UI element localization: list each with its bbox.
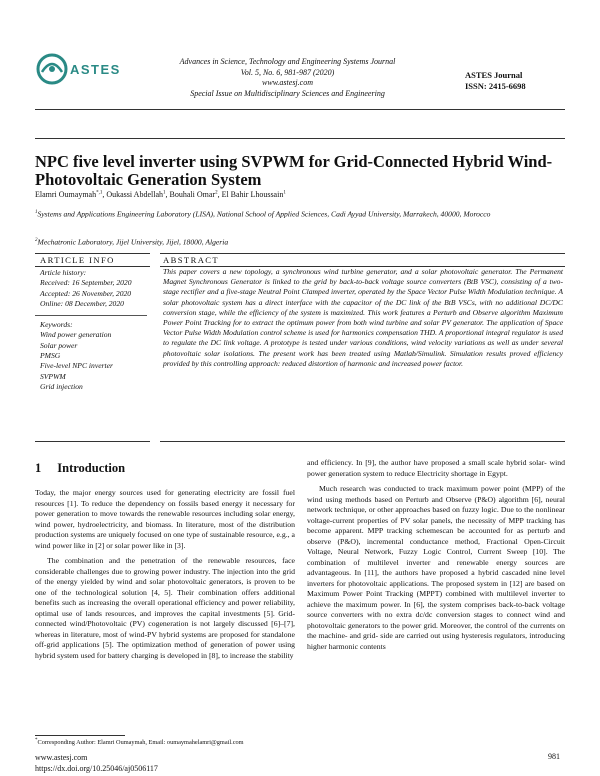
received-date: Received: 16 September, 2020 bbox=[40, 278, 132, 288]
footer-doi[interactable]: https://dx.doi.org/10.25046/aj0506117 bbox=[35, 764, 158, 773]
affiliation-2: $^2$Mechatronic Laboratory, Jijel University, Jijel, 18000, Algeria bbox=[35, 237, 229, 247]
keyword: Wind power generation bbox=[40, 330, 112, 340]
article-info bbox=[40, 268, 160, 392]
astes-logo-icon bbox=[35, 52, 69, 86]
keywords-divider bbox=[35, 315, 147, 316]
special-issue: Special Issue on Multidisciplinary Sciences and Engineering bbox=[190, 88, 385, 98]
footer-website[interactable]: www.astesj.com bbox=[35, 753, 88, 762]
journal-issn: ISSN: 2415-6698 bbox=[465, 81, 526, 91]
journal-website[interactable]: www.astesj.com bbox=[262, 78, 313, 87]
paragraph: The combination and the penetration of the renewable resources, face considerable challenges due to growing power industry. The injection into the grid of the energy yielded by wind and solar photovoltaic generators, is proven to be one of the technological solution [4, 5]. Their combination offers additional benefits such as increasing the overall operational efficiency and power reliability, optimal use of lands resources, and improves the capital investments [5]. Grid-connected wind/Photovoltaic (PV) cogeneration is not largely discussed [6]–[7], whereas in literature, most of wind-PV hybrid systems are proposed for standalone off-grid applications [5]. The optimization method of generation of power using hybrid system used for battery charging is developed in [8], to increase the stability bbox=[35, 556, 295, 660]
article-info-heading: ARTICLE INFO bbox=[40, 255, 115, 265]
corresponding-author-footnote: *Corresponding Author: Elamri Oumaymah, Email: oumaymahelamri@gmail.com bbox=[35, 738, 244, 747]
keyword: Solar power bbox=[40, 340, 78, 350]
keyword: SVPWM bbox=[40, 371, 66, 381]
keywords-label: Keywords: bbox=[40, 320, 73, 330]
keyword: Grid injection bbox=[40, 381, 83, 391]
footnote-rule bbox=[35, 735, 125, 736]
keyword: PMSG bbox=[40, 351, 61, 361]
journal-name: ASTES Journal bbox=[465, 70, 523, 80]
journal-info bbox=[150, 57, 425, 99]
abstract-rule-bottom bbox=[160, 441, 565, 442]
abstract-rule-top bbox=[160, 253, 565, 254]
journal-volume: Vol. 5, No. 6, 981-987 (2020) bbox=[240, 67, 335, 77]
section-title: Introduction bbox=[57, 461, 126, 475]
affiliation-1: $^1$Systems and Applications Engineering Laboratory (LISA), National School of Applied Sciences, Cadi Ayyad University, Marrakech, 40000, Morocco bbox=[35, 209, 491, 219]
header-rule-top bbox=[35, 109, 565, 110]
info-rule-mid bbox=[35, 266, 150, 267]
online-date: Online: 08 December, 2020 bbox=[40, 298, 124, 308]
paragraph: Today, the major energy sources used for generating electricity are fossil fuel resources [1]. To reduce the dependency on fossils based energy it necessary for power generation to move towards the renewable resources including solar energy, wind power, hydroelectricity, and biomass. In literature, most of the distribution production systems are uniquely focused on one type of sustainable resource, e.g., a wind power like in [2] or solar power like in [3]. bbox=[35, 488, 295, 550]
journal-title: Advances in Science, Technology and Engineering Systems Journal bbox=[179, 57, 396, 66]
page-footer bbox=[35, 752, 158, 774]
section-number: 1 bbox=[35, 461, 42, 475]
info-rule-top bbox=[35, 253, 150, 254]
header-rule-bottom bbox=[35, 138, 565, 139]
paragraph: and efficiency. In [9], the author have proposed a small scale hybrid solar- wind power generation system to reduce Electricity shortage in Egypt. bbox=[307, 458, 565, 478]
paragraph: Much research was conducted to track maximum power point (MPP) of the wind using methods based on Perturb and Observe (P&O) algorithm [6], neural network technique, or other approaches based on fuzzy logic. Due to the nonlinear voltage-current properties of PV solar panels, the necessity of MPP tracking has become apparent. MPP tracking schemescan be accounted for as perturb and observe (P&O), incremental conductance method, Fractional Open-Circuit Voltage, Neural Network, Fuzzy Logic Control, Current Sweep [10]. The combination of multilevel inverter and renewable energy sources are advantageous. In [11], the authors have proposed a hybrid cascaded nine level inverters for photovoltaic applications. The proposed system in [12] are based on Maximum Power Point Tracking (MPPT) combined with multilevel inverter to achieve the maximum power. In [6], the system comprises back-to-back voltage source converters with no extra dc/dc conversion stages to connect wind and photovoltaic generators to the power grid. Moreover, the control of the currents on the machine- and grid- side are carried out using hysteresis regulators, introducing higher harmonic contents bbox=[307, 484, 565, 651]
abstract-heading: ABSTRACT bbox=[163, 255, 220, 265]
author-list: Elamri Oumaymah$^{*,1}$, Oukassi Abdellah$^1$, Bouhali Omar$^2$, El Bahir Lhoussain$^1$ bbox=[35, 190, 286, 199]
accepted-date: Accepted: 26 November, 2020 bbox=[40, 288, 132, 298]
right-column bbox=[307, 458, 565, 657]
keyword: Five-level NPC inverter bbox=[40, 361, 113, 371]
paper-title: NPC five level inverter using SVPWM for Grid-Connected Hybrid Wind-Photovoltaic Generation System bbox=[35, 152, 553, 189]
info-rule-bottom bbox=[35, 441, 150, 442]
abstract-text: This paper covers a new topology, a synchronous wind turbine generator, and a solar photovoltaic generator. The Permanent Magnet Synchronous Generator is linked to the grid by back-to-back voltage source converters (BtB VSC), consisting of a two-stage rectifier and a five-stage Neutral Point Clamped inverter, operated by the Space Vector Pulse Width Modulation technique. A solar photovoltaic system has a direct interface with the capacitor of the DC link of the BtB VSCs, with no additional DC/DC conversion stage, while the efficiency of the system is maximized. This work features a Perturb and Observe algorithm Maximum Power Point Tracking for to extract the optimum power from both wind turbine and solar PV generator. The application of Space Vector Pulse Width Modulation control scheme is used for harmonics compensation THD. A proportional integral regulator is used to regulate the DC link voltage. A prototype is tested under various conditions, wind velocity variations as well as under several photovoltaic solar isolations. The present work has been treated using Matlab/Simulink. Simulation results proved efficiency provided by this controlling approach: reduced distortion of harmonic and increased power factor. bbox=[163, 267, 563, 368]
logo-text: ASTES bbox=[70, 62, 121, 77]
left-column bbox=[35, 488, 295, 666]
section-heading bbox=[35, 461, 125, 476]
page-number: 981 bbox=[548, 752, 560, 761]
journal-badge bbox=[465, 70, 526, 92]
history-label: Article history: bbox=[40, 268, 87, 277]
